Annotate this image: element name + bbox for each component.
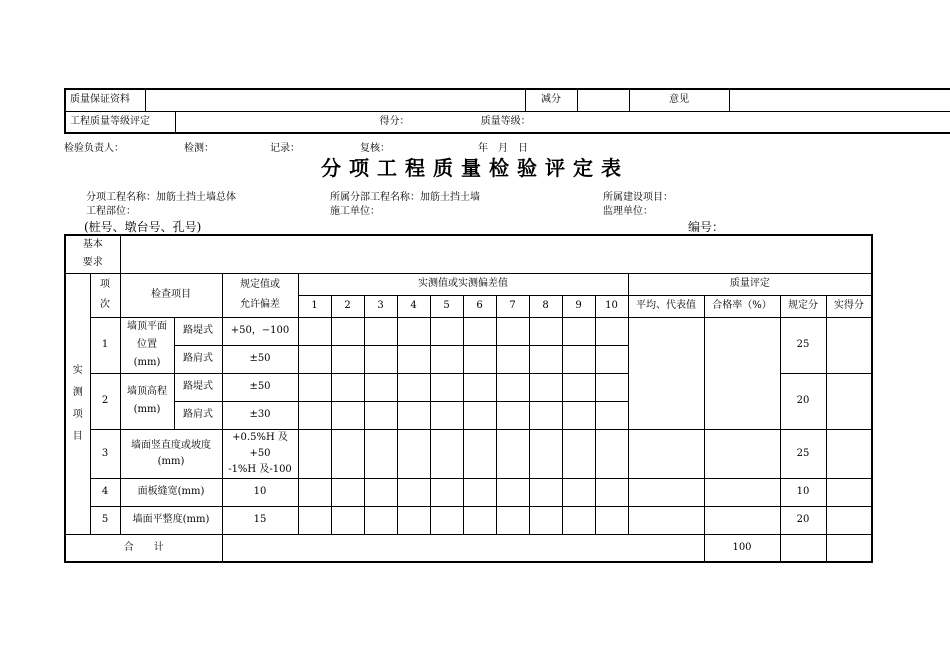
row-no: 3: [90, 429, 120, 478]
header-spec: 规定值或允许偏差: [222, 273, 298, 317]
row-no: 4: [90, 478, 120, 506]
col-header: 8: [529, 295, 562, 317]
header-pass-rate: 合格率（%）: [704, 295, 780, 317]
row-subtype: 路肩式: [174, 345, 222, 373]
recorder-label: 记录：: [270, 143, 300, 154]
tester-label: 检测：: [184, 143, 214, 154]
row-score: 20: [780, 373, 826, 429]
header-measured-values: 实测值或实测偏差值: [298, 273, 628, 295]
table-row: [65, 429, 872, 478]
col-header: 4: [397, 295, 430, 317]
row-item: 墙面竖直度或坡度(mm): [120, 429, 222, 478]
quality-docs-value: [145, 89, 525, 111]
date-label: 年 月 日: [478, 143, 528, 154]
row-item: 面板缝宽(mm): [120, 478, 222, 506]
pile-number-label: (桩号、墩台号、孔号): [84, 220, 202, 234]
row-score: 25: [780, 317, 826, 373]
actual-score-cell: [826, 478, 872, 506]
col-header: 9: [562, 295, 595, 317]
col-header: 7: [496, 295, 529, 317]
quality-grade-label: 质量等级：: [480, 115, 531, 127]
opinion-label: 意见: [629, 89, 729, 111]
col-header: 2: [331, 295, 364, 317]
row-item: 墙顶高程(mm): [120, 373, 174, 429]
row-score: 20: [780, 506, 826, 534]
inspector-label: 检验负责人：: [64, 143, 124, 154]
row-spec: +0.5%H 及+50 -1%H 及-100: [222, 429, 298, 478]
basic-requirements-value: [120, 235, 872, 273]
average-value-cell: [628, 317, 704, 429]
top-quality-table: [64, 88, 950, 134]
supervisor-label: 监理单位：: [603, 206, 653, 217]
parent-name: 所属分部工程名称：加筋土挡土墙: [330, 192, 480, 203]
col-header: 6: [463, 295, 496, 317]
opinion-value: [729, 89, 950, 111]
serial-number-label: 编号：: [688, 220, 725, 234]
location-label: 工程部位：: [86, 206, 136, 217]
pass-rate-cell: [704, 317, 780, 429]
deduction-label: 减分: [525, 89, 577, 111]
row-spec: 15: [222, 506, 298, 534]
header-average: 平均、代表值: [628, 295, 704, 317]
row-no: 5: [90, 506, 120, 534]
inspection-table: [64, 234, 873, 563]
header-check-item: 检查项目: [120, 273, 222, 317]
row-spec: 10: [222, 478, 298, 506]
actual-score-cell: [826, 506, 872, 534]
row-spec: +50，−100: [222, 317, 298, 345]
deduction-value: [577, 89, 629, 111]
page-title: 分项工程质量检验评定表: [321, 156, 629, 180]
score-label: 得分：: [379, 115, 410, 127]
subitem-name: 分项工程名称：加筋土挡土墙总体: [86, 192, 236, 203]
header-standard-score: 规定分: [780, 295, 826, 317]
col-header: 5: [430, 295, 463, 317]
total-row: [65, 534, 872, 562]
actual-score-cell: [826, 429, 872, 478]
total-score: 100: [704, 534, 780, 562]
row-item: 墙顶平面位置(mm): [120, 317, 174, 373]
row-subtype: 路堤式: [174, 317, 222, 345]
row-item: 墙面平整度(mm): [120, 506, 222, 534]
row-no: 2: [90, 373, 120, 429]
contractor-label: 施工单位：: [330, 206, 380, 217]
grade-eval-value: [175, 111, 950, 133]
actual-score-cell: [826, 317, 872, 373]
row-score: 25: [780, 429, 826, 478]
row-subtype: 路堤式: [174, 373, 222, 401]
row-no: 1: [90, 317, 120, 373]
col-header: 10: [595, 295, 628, 317]
reviewer-label: 复核：: [360, 143, 390, 154]
header-actual-score: 实得分: [826, 295, 872, 317]
row-subtype: 路肩式: [174, 401, 222, 429]
actual-score-cell: [826, 373, 872, 429]
table-row: [65, 478, 872, 506]
total-value: [222, 534, 704, 562]
row-spec: ±30: [222, 401, 298, 429]
total-label: 合 计: [65, 534, 222, 562]
total-actual-score: [780, 534, 826, 562]
quality-docs-label: 质量保证资料: [65, 89, 145, 111]
row-spec: ±50: [222, 373, 298, 401]
table-row: [65, 317, 872, 345]
header-item-no: 项次: [90, 273, 120, 317]
basic-requirements-label: 基本要求: [65, 235, 120, 273]
col-header: 1: [298, 295, 331, 317]
project-name: 所属建设项目：: [603, 192, 673, 203]
grade-eval-label: 工程质量等级评定: [65, 111, 175, 133]
row-score: 10: [780, 478, 826, 506]
measured-items-label: 实测项目: [65, 273, 90, 534]
col-header: 3: [364, 295, 397, 317]
table-row: [65, 506, 872, 534]
header-quality-eval: 质量评定: [628, 273, 872, 295]
row-spec: ±50: [222, 345, 298, 373]
